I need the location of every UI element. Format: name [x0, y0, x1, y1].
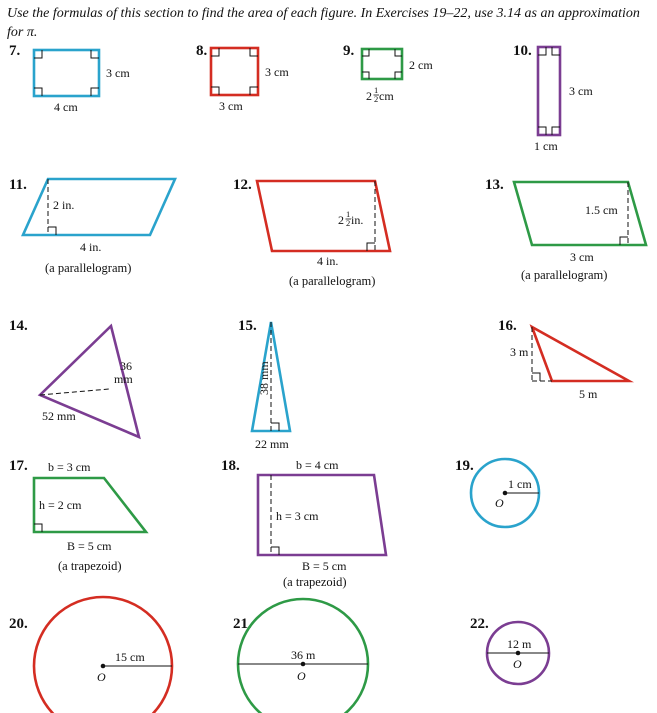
svg-text:2: 2	[374, 94, 379, 104]
figure-16-height-label: 3 m	[510, 345, 529, 359]
exercise-number-19: 19.	[455, 458, 474, 474]
figure-17-bottom-label: B = 5 cm	[67, 539, 112, 553]
figure-14-height-value: 36	[120, 359, 132, 373]
figure-21-circle	[238, 599, 368, 713]
figure-17-trapezoid	[34, 460, 146, 573]
exercise-number-14: 14.	[9, 318, 28, 334]
figure-10-rectangle	[534, 47, 593, 153]
figure-9-rectangle	[362, 49, 433, 104]
exercise-number-22: 22.	[470, 616, 489, 632]
figure-14-triangle	[40, 326, 139, 437]
figure-17-height-label: h = 2 cm	[39, 498, 82, 512]
figure-8-base-label: 3 cm	[219, 99, 243, 113]
figure-7-side-label: 3 cm	[106, 66, 130, 80]
figure-21-diameter-label: 36 m	[291, 648, 316, 662]
exercise-number-13: 13.	[485, 177, 504, 193]
figure-18-caption: (a trapezoid)	[283, 575, 347, 589]
svg-text:cm: cm	[379, 89, 394, 103]
figure-18-height-label: h = 3 cm	[276, 509, 319, 523]
figure-7-rectangle	[34, 50, 130, 114]
figure-11-caption: (a parallelogram)	[45, 261, 132, 275]
figure-13-parallelogram	[514, 182, 646, 282]
figure-22-circle	[487, 622, 549, 684]
figure-19-center-label: O	[495, 496, 504, 510]
figure-13-caption: (a parallelogram)	[521, 268, 608, 282]
figure-11-parallelogram	[23, 179, 175, 275]
exercise-number-16: 16.	[498, 318, 517, 334]
figure-22-center-label: O	[513, 657, 522, 671]
figure-13-base-label: 3 cm	[570, 250, 594, 264]
figure-9-side-label: 2 cm	[409, 58, 433, 72]
exercise-number-18: 18.	[221, 458, 240, 474]
figure-20-radius-label: 15 cm	[115, 650, 145, 664]
svg-text:2: 2	[338, 213, 344, 227]
figure-14-base-label: 52 mm	[42, 409, 76, 423]
figure-8-side-label: 3 cm	[265, 65, 289, 79]
figure-8-square	[211, 48, 289, 113]
instructions: Use the formulas of this section to find the area of each figure. In Exercises 19–22, use 3.14 as an approximation for π.	[7, 6, 640, 40]
figure-12-base-label: 4 in.	[317, 254, 339, 268]
figure-15-height-label: 38 mm	[257, 361, 271, 395]
figure-20-center-label: O	[97, 670, 106, 684]
figure-17-top-label: b = 3 cm	[48, 460, 91, 474]
exercise-number-11: 11.	[9, 177, 27, 193]
figure-11-base-label: 4 in.	[80, 240, 102, 254]
exercise-number-17: 17.	[9, 458, 28, 474]
svg-text:1: 1	[346, 209, 351, 219]
exercise-number-20: 20.	[9, 616, 28, 632]
svg-text:in.: in.	[351, 213, 364, 227]
figure-12-parallelogram	[257, 181, 390, 288]
figure-16-base-label: 5 m	[579, 387, 598, 401]
figure-19-radius-label: 1 cm	[508, 477, 532, 491]
figure-19-circle	[471, 459, 539, 527]
figure-10-base-label: 1 cm	[534, 139, 558, 153]
figure-18-trapezoid	[258, 458, 386, 589]
exercise-number-10: 10.	[513, 43, 532, 59]
figure-21-center-label: O	[297, 669, 306, 683]
figure-22-diameter-label: 12 m	[507, 637, 532, 651]
figure-7-base-label: 4 cm	[54, 100, 78, 114]
figure-18-bottom-label: B = 5 cm	[302, 559, 347, 573]
exercise-number-8: 8.	[196, 43, 208, 59]
figure-15-base-label: 22 mm	[255, 437, 289, 451]
exercise-number-21: 21.	[233, 616, 252, 632]
svg-text:2: 2	[346, 218, 351, 228]
figure-10-side-label: 3 cm	[569, 84, 593, 98]
figure-17-caption: (a trapezoid)	[58, 559, 122, 573]
exercise-number-12: 12.	[233, 177, 252, 193]
figure-14-height-unit: mm	[114, 372, 133, 386]
figure-12-height-label	[338, 209, 363, 228]
figure-15-triangle	[252, 322, 290, 451]
svg-text:2: 2	[366, 89, 372, 103]
exercise-number-9: 9.	[343, 43, 355, 59]
exercise-number-7: 7.	[9, 43, 21, 59]
figure-12-caption: (a parallelogram)	[289, 274, 376, 288]
svg-text:1: 1	[374, 85, 379, 95]
figure-9-base-label	[366, 85, 394, 104]
figure-11-height-label: 2 in.	[53, 198, 75, 212]
figure-16-triangle	[510, 327, 629, 401]
figure-18-top-label: b = 4 cm	[296, 458, 339, 472]
figure-13-height-label: 1.5 cm	[585, 203, 618, 217]
exercise-number-15: 15.	[238, 318, 257, 334]
figure-20-circle	[34, 597, 172, 713]
